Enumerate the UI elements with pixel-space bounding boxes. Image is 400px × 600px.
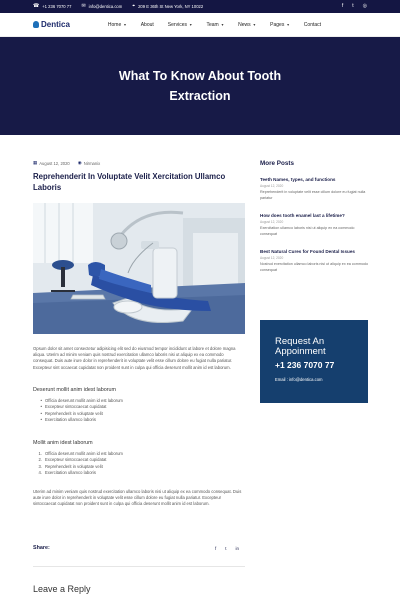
nav-item-label: Contact xyxy=(303,21,322,28)
share-bar xyxy=(33,545,245,551)
sidebar-heading: More Posts xyxy=(260,160,294,167)
chevron-down-icon: ▼ xyxy=(252,22,257,27)
twitter-icon[interactable]: t xyxy=(225,545,227,551)
post-content xyxy=(33,160,245,507)
sidebar-post-date: August 12, 2020 xyxy=(260,184,284,188)
list-item-text: Officia deserunt mollit anim id est laborum xyxy=(45,450,123,456)
dental-chair-illustration xyxy=(33,203,245,334)
bullet-icon: • xyxy=(40,397,42,403)
sidebar-post-title[interactable]: Teeth Names, types, and functions xyxy=(260,177,336,182)
post-author-text: Nirmanix xyxy=(83,160,101,166)
nav-item-news[interactable] xyxy=(238,22,256,28)
sidebar-post[interactable] xyxy=(260,213,368,237)
sidebar-post-date: August 12, 2020 xyxy=(260,256,284,260)
sidebar-post-title[interactable]: How does tooth enamel last a lifetime? xyxy=(260,213,345,218)
numbered-list xyxy=(33,451,245,477)
chevron-down-icon: ▼ xyxy=(188,22,193,27)
list-heading-2: Mollit anim idest laborum xyxy=(33,439,93,446)
nav-item-team[interactable] xyxy=(206,22,224,28)
list-number: 3. xyxy=(38,463,42,469)
bullet-list xyxy=(33,398,245,424)
list-number: 1. xyxy=(38,450,42,456)
sidebar-post[interactable] xyxy=(260,177,368,201)
sidebar-post-text: Exercitation ullamco laboris nisi ut aliquip ex ea commodo consequat xyxy=(260,226,355,236)
nav-item-services[interactable] xyxy=(168,22,193,28)
list-item-text: Excepteur sintoccaecat cupidatat xyxy=(45,457,107,463)
list-number: 4. xyxy=(38,470,42,476)
nav-item-label: Services xyxy=(167,21,187,28)
nav-item-pages[interactable] xyxy=(270,22,290,28)
appointment-title: Request An Appoinment xyxy=(275,336,326,357)
facebook-icon[interactable]: f xyxy=(341,3,344,9)
nav-item-label: Pages xyxy=(270,21,285,28)
list-item-text: Reprehenderit in voluptate velit xyxy=(45,410,103,416)
sidebar-post-text: Reprehenderit in voluptate velit esse cillum dolore eu fugiat nulla pariatur xyxy=(260,190,366,200)
list-item-text: Excepteur sintoccaecat cupidatat xyxy=(45,404,107,410)
top-bar xyxy=(0,0,400,13)
post-date-text: August 12, 2020 xyxy=(39,160,70,166)
facebook-icon[interactable]: f xyxy=(214,545,217,551)
topbar-address-text: 209 E 36th St New York, NY 10022 xyxy=(138,4,204,9)
list-item-text: Reprehenderit in voluptate velit xyxy=(45,463,103,469)
brand-name: Dentica xyxy=(41,20,70,29)
chevron-down-icon: ▼ xyxy=(286,22,290,27)
topbar-phone-text: +1 236 7070 77 xyxy=(42,4,72,9)
nav-item-home[interactable] xyxy=(108,22,127,28)
twitter-icon[interactable]: t xyxy=(352,3,354,9)
list-item-text: Exercitation ullamco laboris xyxy=(45,417,96,423)
nav-menu xyxy=(108,22,335,28)
post-paragraph-2: Uterim ad minim veniam quis nostrud exercitation ullamco laboris nisi ut aliquip ex ea commodo consequat. Duis aute irure dolor in reprehenderit in voluptate velit esse cillum dolore eu fugiat nulla pariatur. Excepteur sintoccaecat cupidatat non proident sunt in culpa qui officia deserunt mollit anim id est laborum. xyxy=(33,488,242,507)
page-title: What To Know About Tooth Extraction xyxy=(118,69,282,103)
nav-item-label: About xyxy=(140,21,154,28)
divider xyxy=(33,566,245,567)
sidebar xyxy=(260,160,368,273)
location-icon: ⌖ xyxy=(132,3,136,9)
topbar-social xyxy=(342,4,367,9)
topbar-phone[interactable] xyxy=(33,4,71,9)
sidebar-post[interactable] xyxy=(260,249,368,273)
appointment-card[interactable] xyxy=(260,320,368,403)
instagram-icon[interactable]: ◎ xyxy=(362,3,367,9)
mail-icon: ✉ xyxy=(81,3,86,9)
list-item xyxy=(33,417,245,424)
list-item-text: Officia deserunt mollit anim id est laborum xyxy=(45,397,123,403)
post-title: Reprehenderit In Voluptate Velit Xercitation Ullamco Laboris xyxy=(33,172,226,192)
post-meta xyxy=(33,160,245,166)
sidebar-post-text: Nostrud exercitation ullamco laboris nisi ut aliquip ex ea commodo consequat xyxy=(260,262,369,272)
reply-heading: Leave a Reply xyxy=(33,584,91,594)
user-icon: ◉ xyxy=(77,160,82,165)
topbar-email[interactable] xyxy=(81,4,122,9)
page-hero xyxy=(0,37,400,135)
phone-icon: ☎ xyxy=(33,3,40,9)
topbar-address xyxy=(132,4,203,9)
nav-item-label: News xyxy=(238,21,251,28)
sidebar-post-title[interactable]: Best Natural Cures for Found Dental Issues xyxy=(260,249,355,254)
topbar-email-text: info@dentica.com xyxy=(88,4,123,9)
bullet-icon: • xyxy=(40,417,42,423)
main-nav xyxy=(0,13,400,37)
chevron-down-icon: ▼ xyxy=(220,22,225,27)
nav-item-label: Team xyxy=(206,21,219,28)
chevron-down-icon: ▼ xyxy=(123,22,127,27)
nav-item-contact[interactable] xyxy=(304,22,321,28)
list-item-text: Exercitation ullamco laboris xyxy=(45,470,96,476)
post-author[interactable] xyxy=(78,160,100,166)
bullet-icon: • xyxy=(40,410,42,416)
tooth-icon xyxy=(33,21,39,28)
appointment-phone[interactable]: +1 236 7070 77 xyxy=(275,360,335,370)
list-number: 2. xyxy=(38,457,42,463)
post-paragraph-1: Opsum dolor sit amet consectetur adipisicing elit sed do eiusmod tempor incididunt ut labore et dolore magna aliqua. Uterim ad minim veniam quis nostrud exercitation ullamco laboris nisi ut aliquip ex ea commodo consequat. Duis aute irure dolor in reprehenderit in voluptate velit esse cillum dolore eu fugiat nulla pariatur. Excepteur sint occaecat cupidatat non proident sunt in culpa qui officia deserunt mollit anim id est laborum. xyxy=(33,346,236,370)
calendar-icon: ▦ xyxy=(33,160,38,165)
share-icons xyxy=(215,546,245,551)
logo[interactable] xyxy=(33,20,70,29)
post-image xyxy=(33,203,245,334)
bullet-icon: • xyxy=(40,404,42,410)
nav-item-about[interactable] xyxy=(141,22,154,28)
list-item xyxy=(33,470,245,477)
nav-item-label: Home xyxy=(107,21,122,28)
linkedin-icon[interactable]: in xyxy=(235,545,239,551)
share-label: Share: xyxy=(33,545,50,551)
post-date xyxy=(33,160,70,166)
appointment-email[interactable]: Email : info@dentica.com xyxy=(275,377,323,382)
sidebar-post-date: August 12, 2020 xyxy=(260,220,284,224)
list-heading-1: Deserunt mollit anim idest laborum xyxy=(33,386,116,393)
